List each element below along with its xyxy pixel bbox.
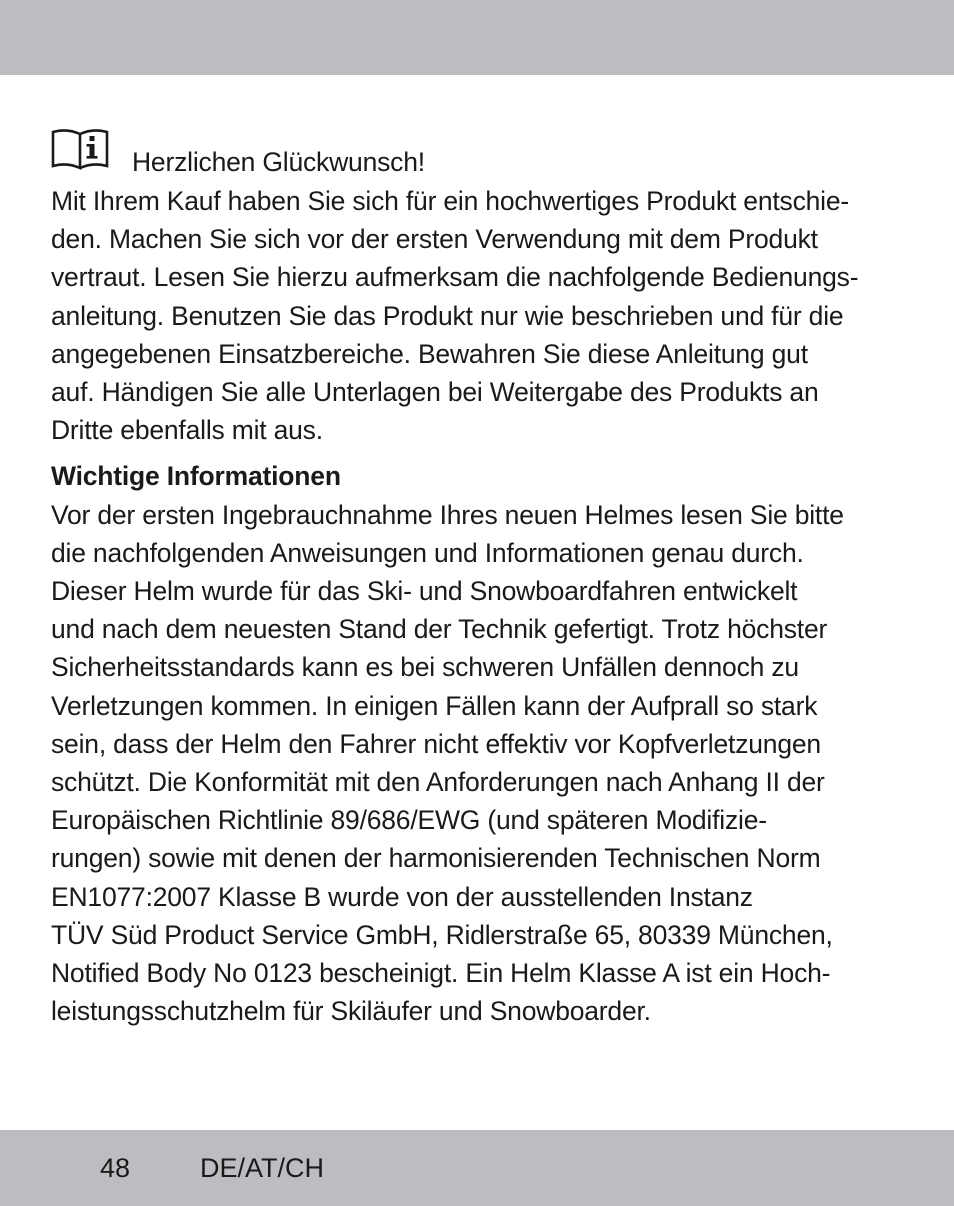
intro-header <box>51 126 911 182</box>
important-line: Vor der ersten Ingebrauchnahme Ihres neuen Helmes lesen Sie bitte <box>51 499 844 530</box>
section-heading: Wichtige Informationen <box>51 461 341 492</box>
important-line: Dieser Helm wurde für das Ski- und Snowboardfahren entwickelt <box>51 576 798 607</box>
important-line: EN1077:2007 Klasse B wurde von der ausstellenden Instanz <box>51 881 753 912</box>
intro-line: anleitung. Benutzen Sie das Produkt nur wie beschrieben und für die <box>51 300 844 331</box>
important-line: TÜV Süd Product Service GmbH, Ridlerstraße 65, 80339 München, <box>51 919 833 950</box>
intro-line: Mit Ihrem Kauf haben Sie sich für ein hochwertiges Produkt entschie- <box>51 186 850 216</box>
book-info-icon <box>51 126 109 170</box>
language-code: DE/AT/CH <box>200 1153 325 1183</box>
important-line: Europäischen Richtlinie 89/686/EWG (und späteren Modifizie- <box>51 805 767 836</box>
intro-line: vertraut. Lesen Sie hierzu aufmerksam die nachfolgende Bedienungs- <box>51 262 859 293</box>
intro-line: den. Machen Sie sich vor der ersten Verwendung mit dem Produkt <box>51 224 818 255</box>
page-number: 48 <box>100 1153 131 1183</box>
important-line: Notified Body No 0123 bescheinigt. Ein Helm Klasse A ist ein Hoch- <box>51 958 831 989</box>
header-band <box>0 0 954 75</box>
important-line: rungen) sowie mit denen der harmonisierenden Technischen Norm <box>51 843 821 874</box>
important-line: die nachfolgenden Anweisungen und Informationen genau durch. <box>51 537 804 568</box>
important-paragraph <box>51 496 911 1031</box>
greeting-text: Herzlichen Glückwunsch! <box>132 147 425 177</box>
important-line: Verletzungen kommen. In einigen Fällen kann der Aufprall so stark <box>51 690 818 721</box>
footer-band <box>0 1130 954 1206</box>
important-line: sein, dass der Helm den Fahrer nicht effektiv vor Kopfverletzungen <box>51 728 821 759</box>
intro-line: angegebenen Einsatzbereiche. Bewahren Sie diese Anleitung gut <box>51 338 808 369</box>
intro-line: auf. Händigen Sie alle Unterlagen bei Weitergabe des Produkts an <box>51 377 819 408</box>
page-content <box>51 126 911 1030</box>
important-line: und nach dem neuesten Stand der Technik gefertigt. Trotz höchster <box>51 614 828 645</box>
intro-paragraph <box>51 182 911 449</box>
important-line: leistungsschutzhelm für Skiläufer und Snowboarder. <box>51 996 651 1027</box>
intro-line: Dritte ebenfalls mit aus. <box>51 415 323 446</box>
important-line: Sicherheitsstandards kann es bei schweren Unfällen dennoch zu <box>51 652 799 683</box>
important-line: schützt. Die Konformität mit den Anforderungen nach Anhang II der <box>51 767 825 798</box>
